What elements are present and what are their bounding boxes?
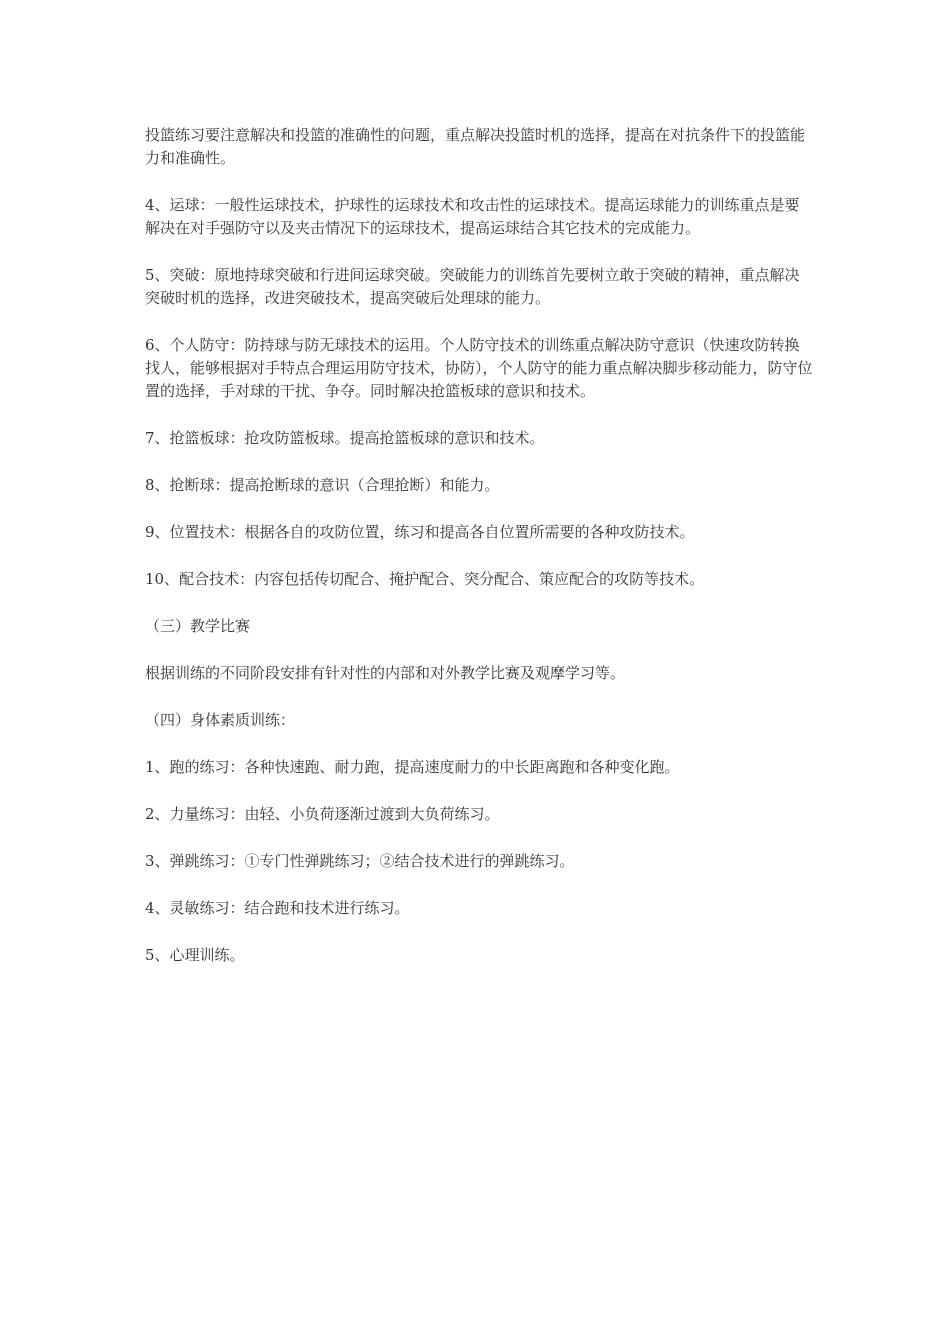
paragraph-agility: 4、灵敏练习：结合跑和技术进行练习。 <box>145 899 410 917</box>
paragraph-dribbling: 4、运球：一般性运球技术，护球性的运球技术和攻击性的运球技术。提高运球能力的训练重点是要解决在对手强防守以及夹击情况下的运球技术，提高运球结合其它技术的完成能力。 <box>145 196 800 237</box>
paragraph-teaching-games: 根据训练的不同阶段安排有针对性的内部和对外教学比赛及观摩学习等。 <box>145 664 626 682</box>
paragraph-jumping: 3、弹跳练习：①专门性弹跳练习；②结合技术进行的弹跳练习。 <box>145 852 575 870</box>
section-heading-physical-training: （四）身体素质训练： <box>145 711 296 729</box>
paragraph-position-skills: 9、位置技术：根据各自的攻防位置，练习和提高各自位置所需要的各种攻防技术。 <box>145 523 695 541</box>
section-heading-teaching-games: （三）教学比赛 <box>145 617 251 635</box>
paragraph-individual-defense: 6、个人防守：防持球与防无球技术的运用。个人防守技术的训练重点解决防守意识（快速攻防转换找人，能够根据对手特点合理运用防守技术，协防），个人防守的能力重点解决脚步移动能力，防守位置的选择，手对球的干扰、争夺。同时解决抢篮板球的意识和技术。 <box>145 336 813 400</box>
paragraph-steals: 8、抢断球：提高抢断球的意识（合理抢断）和能力。 <box>145 476 500 494</box>
paragraph-shooting-practice: 投篮练习要注意解决和投篮的准确性的问题，重点解决投篮时机的选择，提高在对抗条件下的投篮能力和准确性。 <box>145 126 806 167</box>
paragraph-psychological: 5、心理训练。 <box>145 946 245 964</box>
paragraph-strength: 2、力量练习：由轻、小负荷逐渐过渡到大负荷练习。 <box>145 805 500 823</box>
paragraph-rebounding: 7、抢篮板球：抢攻防篮板球。提高抢篮板球的意识和技术。 <box>145 429 545 447</box>
document-body <box>145 124 813 991</box>
paragraph-breakthrough: 5、突破：原地持球突破和行进间运球突破。突破能力的训练首先要树立敢于突破的精神，重点解决突破时机的选择，改进突破技术，提高突破后处理球的能力。 <box>145 266 800 307</box>
paragraph-running: 1、跑的练习：各种快速跑、耐力跑，提高速度耐力的中长距离跑和各种变化跑。 <box>145 758 680 776</box>
paragraph-team-coordination: 10、配合技术：内容包括传切配合、掩护配合、突分配合、策应配合的攻防等技术。 <box>145 570 705 588</box>
